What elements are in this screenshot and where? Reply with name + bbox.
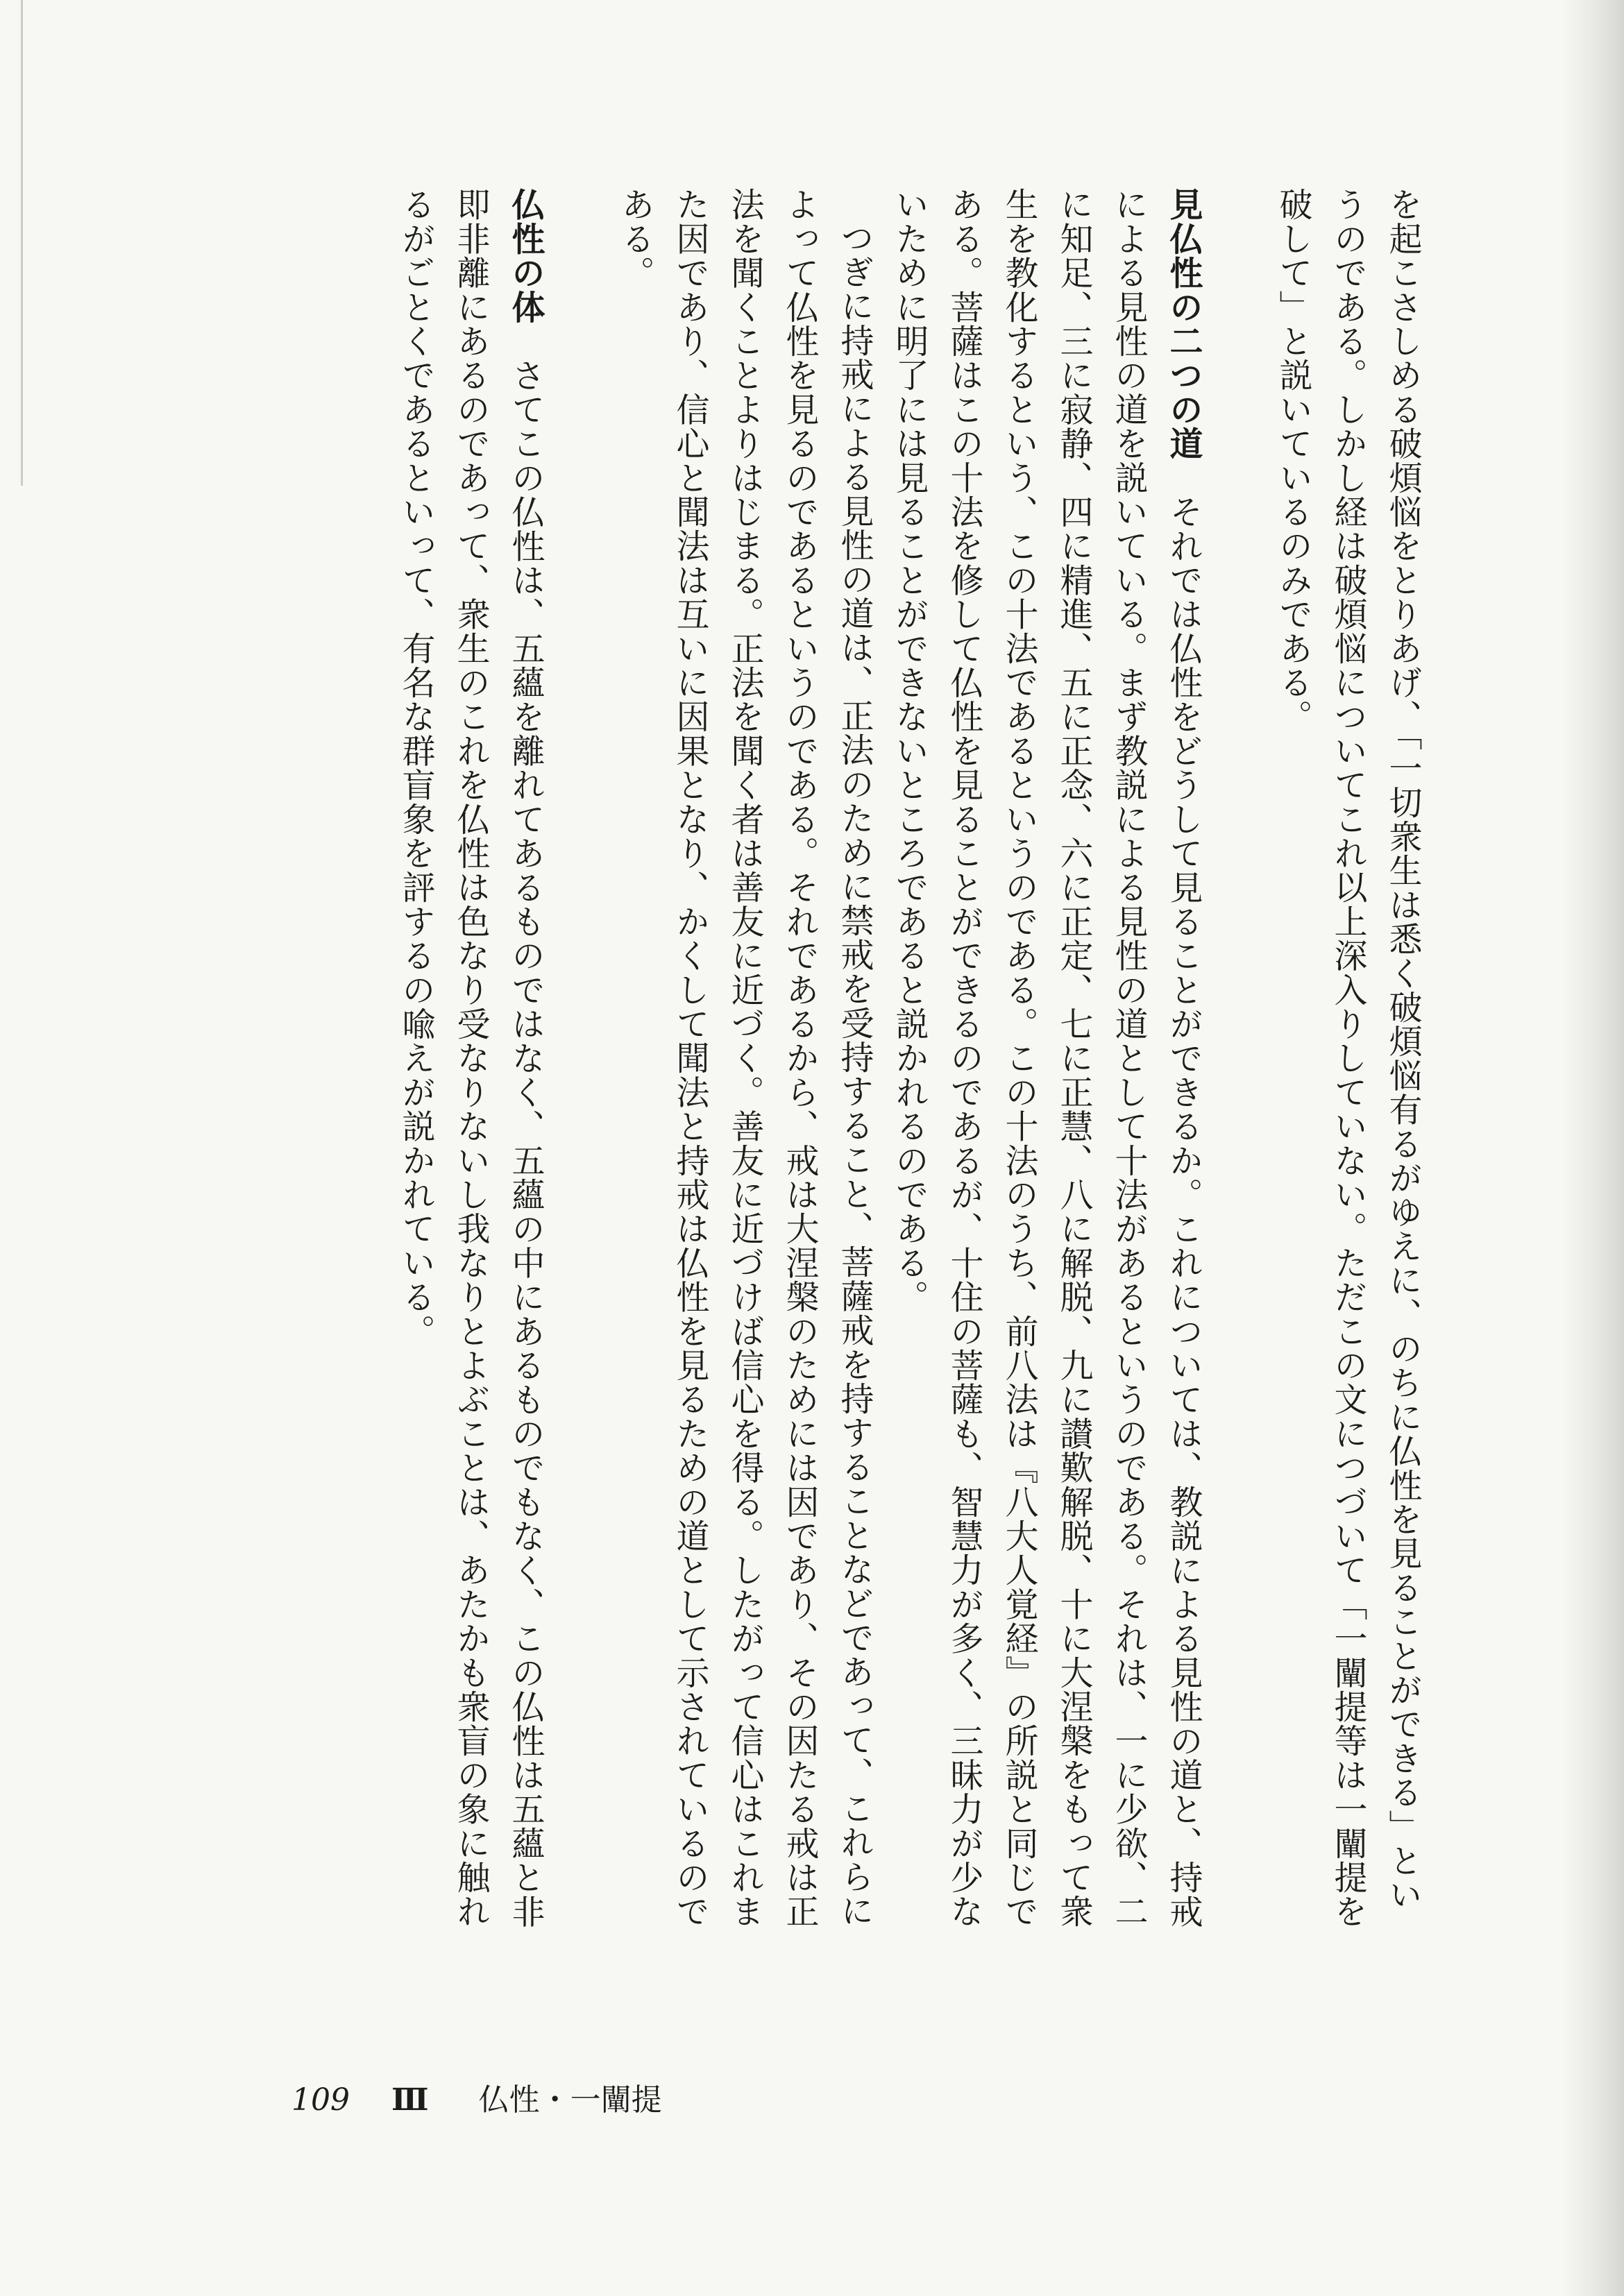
scan-edge-line xyxy=(21,0,23,486)
chapter-title: 仏性・一闡提 xyxy=(478,2082,662,2118)
page-footer xyxy=(291,2075,662,2119)
scan-edge-shadow xyxy=(1562,0,1624,2296)
paragraph-precepts xyxy=(607,187,881,1936)
section-heading: 仏性の体 xyxy=(506,187,545,324)
paragraph-text: さてこの仏性は、五蘊を離れてあるものではなく、五蘊の中にあるものでもなく、この仏性は五蘊と非即非離にあるのであって、衆生のこれを仏性は色なり受なりないし我なりとよぶことは、あたかも衆盲の象に触れるがごとくであるといって、有名な群盲象を評するの喩えが説かれている。 xyxy=(396,187,545,1929)
section-numeral: Ⅲ xyxy=(391,2082,429,2118)
section-heading: 見仏性の二つの道 xyxy=(1164,187,1203,461)
paragraph-continuation xyxy=(1265,187,1430,1936)
running-head xyxy=(391,2075,662,2119)
paragraph-text: を起こさしめる破煩悩をとりあげ、「一切衆生は悉く破煩悩有るがゆえに、のちに仏性を見ることができる」というのである。しかし経は破煩悩についてこれ以上深入りしていない。ただこの文につづいて「一闡提等は一闡提を破して」と説いているのみである。 xyxy=(1274,187,1422,1929)
paragraph-text: それでは仏性をどうして見ることができるか。これについては、教説による見性の道と、持戒による見性の道を説いている。まず教説による見性の道として十法があるというのである。それは、一に少欲、二に知足、三に寂静、四に精進、五に正念、六に正定、七に正慧、八に解脱、九に讃歎解脱、十に大涅槃をもって衆生を教化するという、この十法であるというのである。この十法のうち、前八法は『八大人覚経』の所説と同じである。菩薩はこの十法を修して仏性を見ることができるのであるが、十住の菩薩も、智慧力が多く、三昧力が少ないために明了には見ることができないところであると説かれるのである。 xyxy=(890,187,1203,1929)
paragraph-seeing-buddha-nature xyxy=(881,187,1210,1936)
page-number: 109 xyxy=(291,2082,350,2118)
paragraph-text: つぎに持戒による見性の道は、正法のために禁戒を受持すること、菩薩戒を持することなどであって、これらによって仏性を見るのであるというのである。それであるから、戒は大涅槃のためには因であり、その因たる戒は正法を聞くことよりはじまる。正法を聞く者は善友に近づく。善友に近づけば信心を得る。したがって信心はこれまた因であり、信心と聞法は互いに因果となり、かくして聞法と持戒は仏性を見るための道として示されているのである。 xyxy=(616,187,874,1929)
vertical-text-body xyxy=(236,187,1430,1936)
paragraph-body-of-buddha-nature xyxy=(388,187,552,1936)
